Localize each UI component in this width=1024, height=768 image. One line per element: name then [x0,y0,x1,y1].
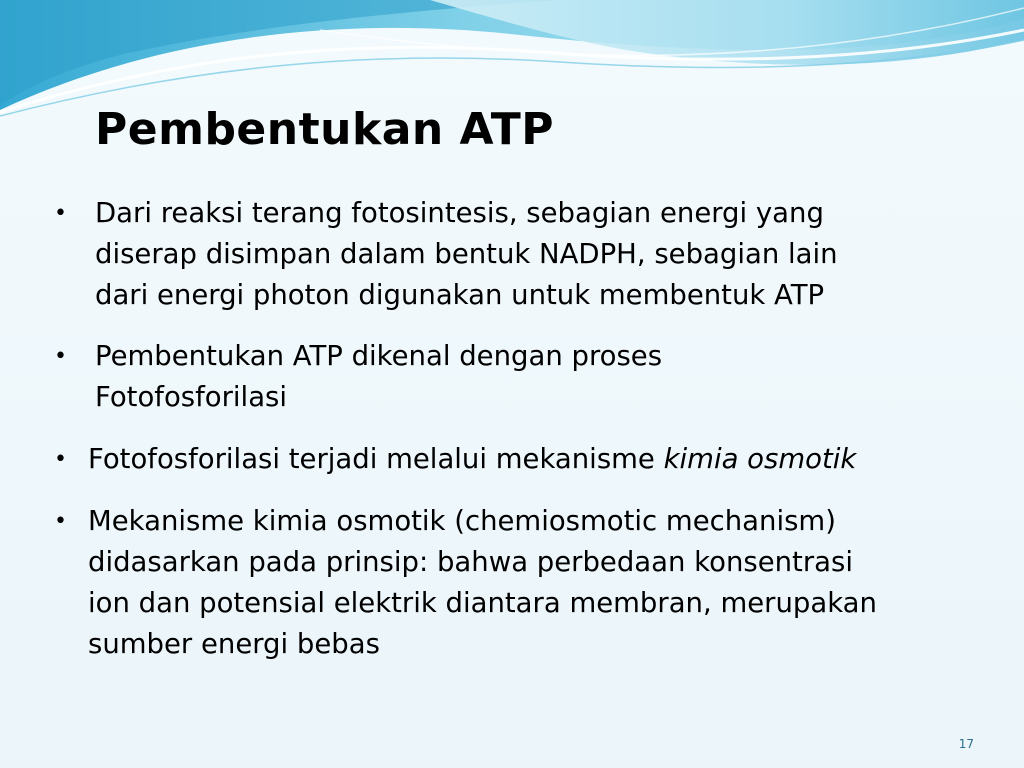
bullet-dot-icon: • [54,509,67,534]
bullet-dot-icon: • [54,344,67,369]
bullet-text: Pembentukan ATP dikenal dengan proses Fotofosforilasi [95,340,663,413]
bullet-text: Dari reaksi terang fotosintesis, sebagian energi yang diserap disimpan dalam bentuk NADPH, sebagian lain dari energi photon digunakan untuk membentuk ATP [95,197,838,311]
slide-title: Pembentukan ATP [95,104,554,155]
bullet-text: Mekanisme kimia osmotik (chemiosmotic mechanism) didasarkan pada prinsip: bahwa perbedaan konsentrasi ion dan potensial elektrik diantara membran, merupakan sumber energi bebas [88,505,877,660]
bullet-dot-icon: • [54,447,67,472]
page-number: 17 [958,737,974,751]
bullet-text-regular: Fotofosforilasi terjadi melalui mekanisme [88,443,664,475]
bullet-text [88,439,1008,480]
bullet-text-italic: kimia osmotik [663,443,857,475]
bullet-dot-icon: • [54,201,67,226]
